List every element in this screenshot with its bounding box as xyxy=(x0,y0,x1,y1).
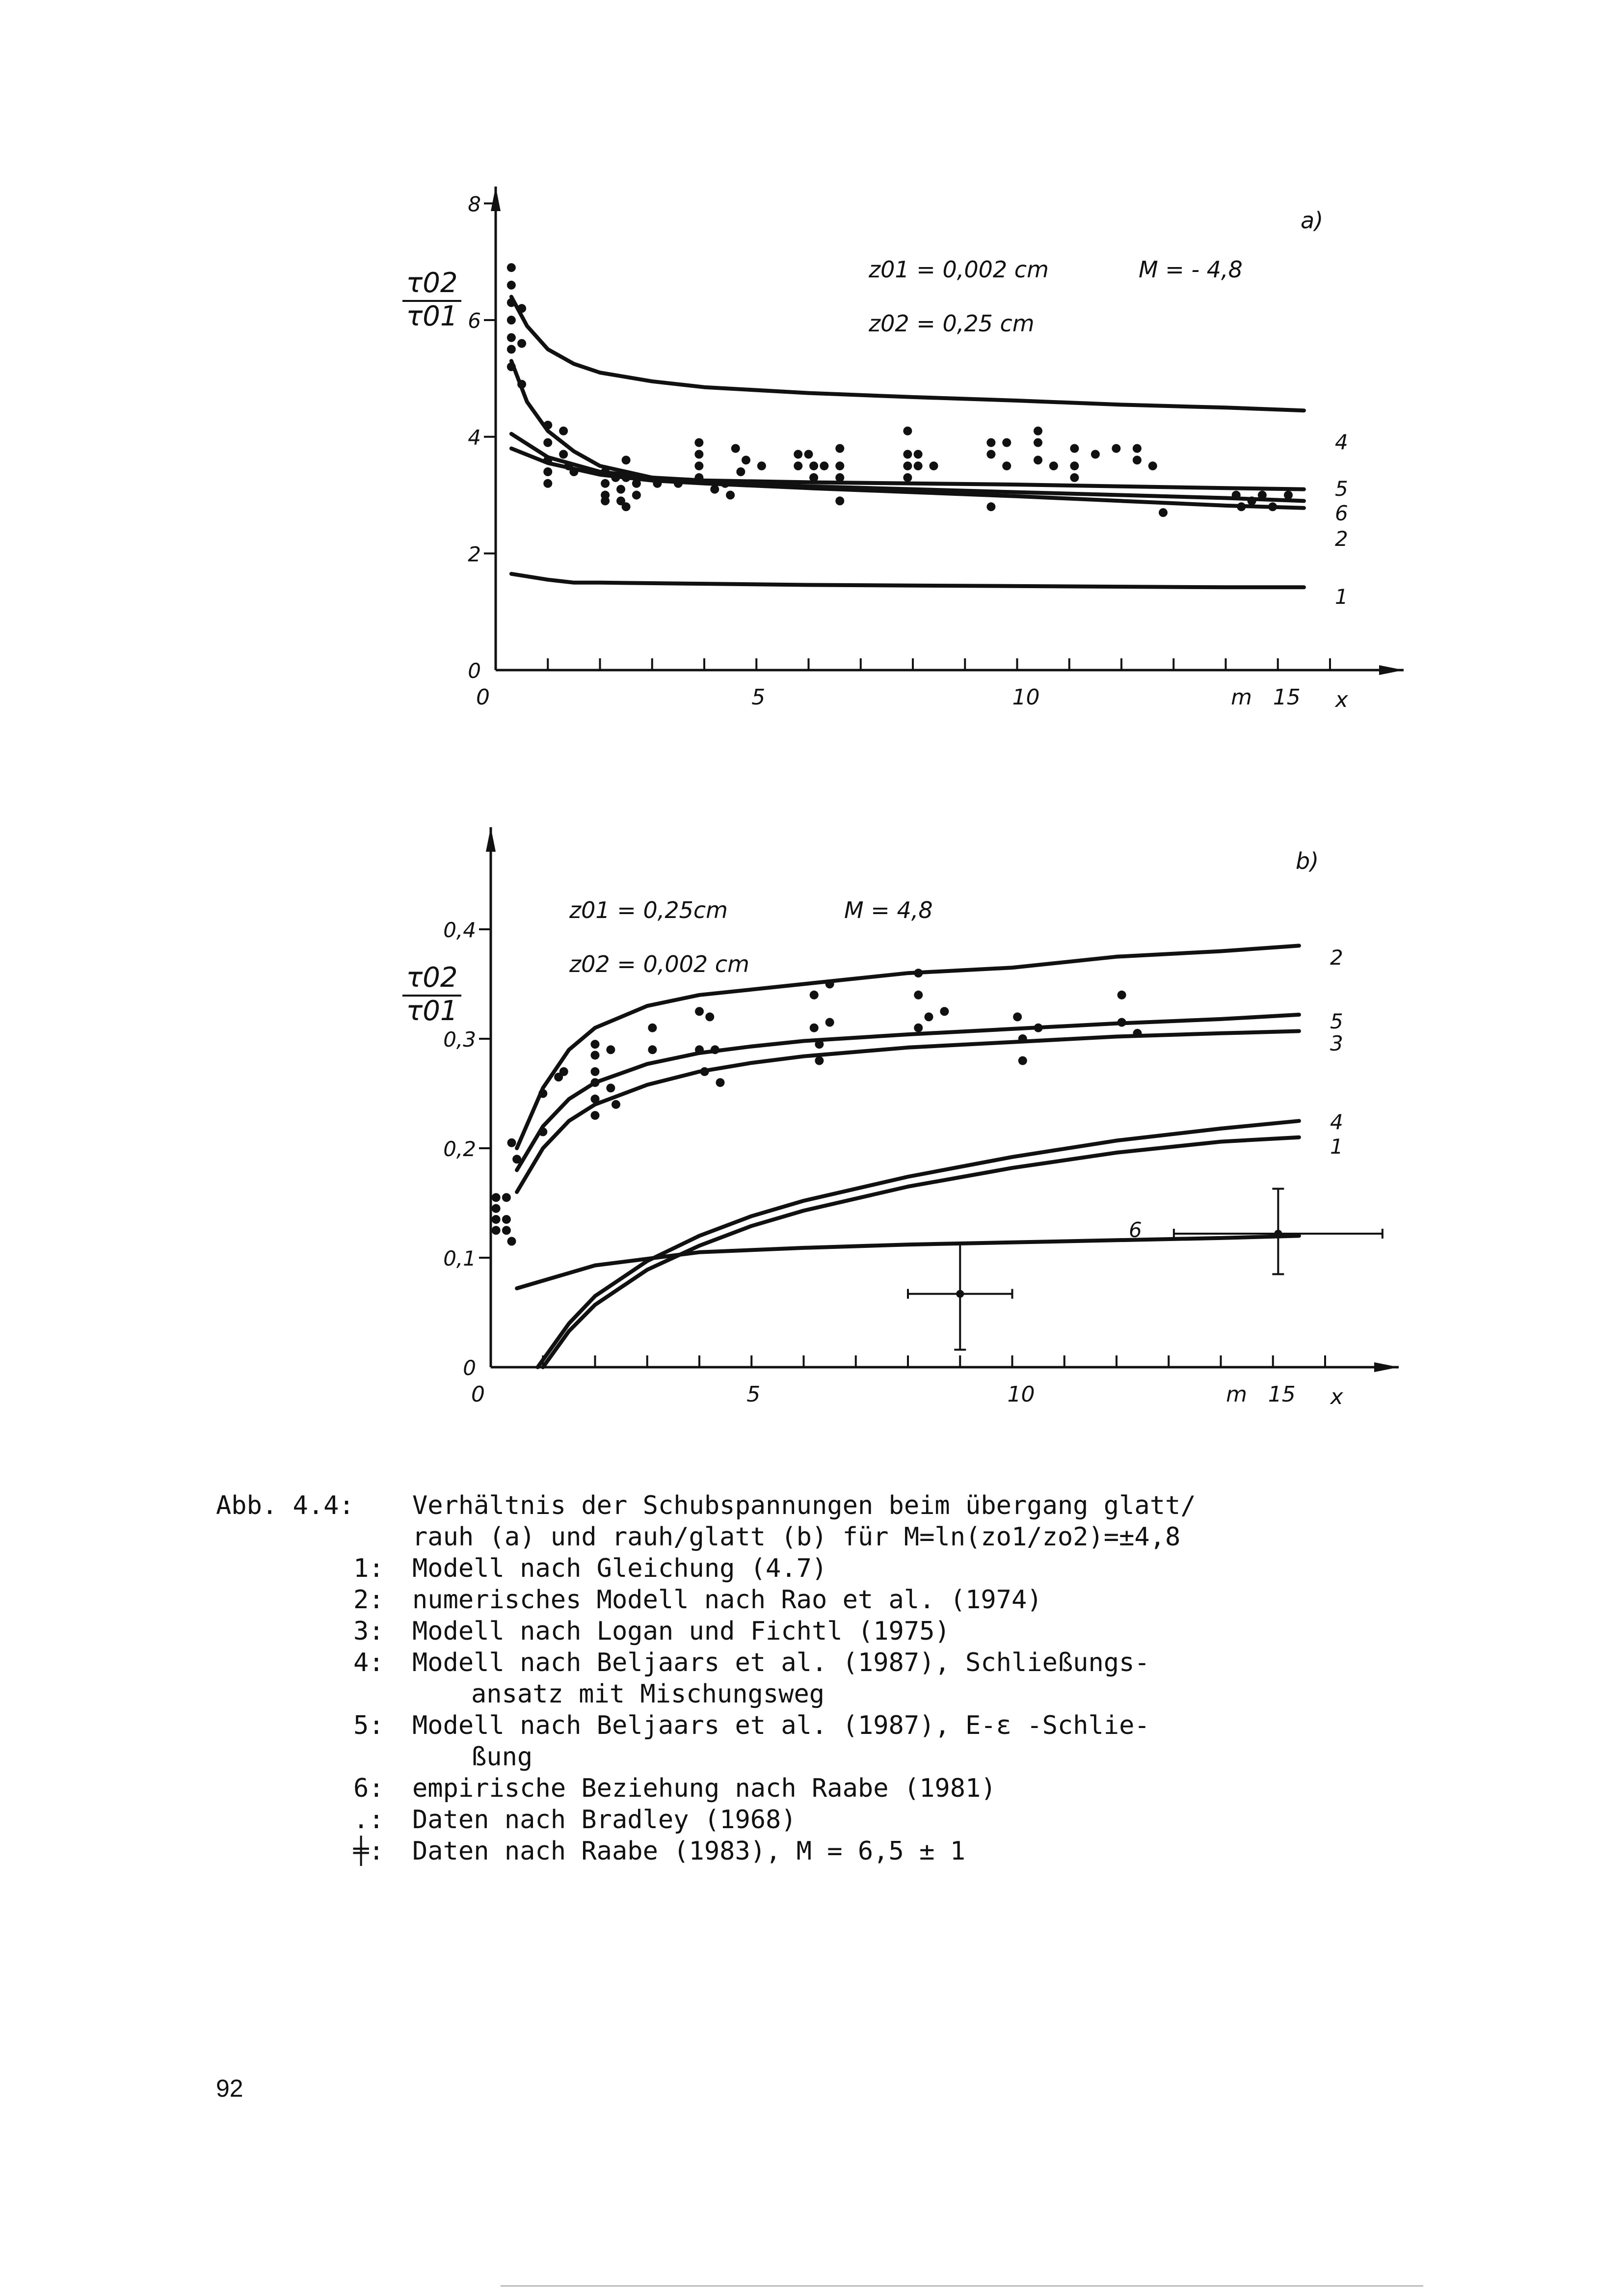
caption-item-key: 3: xyxy=(353,1617,384,1646)
data-point xyxy=(810,1024,819,1032)
caption-line: Verhältnis der Schubspannungen beim übergang glatt/ xyxy=(412,1491,1196,1520)
parameter-z02: z02 = 0,002 cm xyxy=(569,951,749,977)
caption-item-text: Modell nach Beljaars et al. (1987), E-ε -Schlie- xyxy=(412,1711,1150,1740)
caption-item xyxy=(216,1647,1443,1678)
caption-item-text: empirische Beziehung nach Raabe (1981) xyxy=(412,1774,996,1803)
figure-caption xyxy=(216,1490,1443,1867)
error-bar-center xyxy=(1274,1230,1282,1238)
data-point xyxy=(825,1018,834,1027)
data-point xyxy=(507,1138,516,1147)
panel-label: b) xyxy=(1296,848,1319,874)
series-line-3 xyxy=(517,1031,1299,1192)
x-tick-label: 0 xyxy=(471,1382,485,1407)
page-number: 92 xyxy=(216,2075,243,2102)
data-point xyxy=(700,1067,709,1076)
x-tick-label: 15 xyxy=(1268,1382,1296,1407)
y-axis-label-denominator: τ01 xyxy=(406,300,458,332)
caption-item-text: numerisches Modell nach Rao et al. (1974) xyxy=(412,1585,1042,1615)
data-point xyxy=(538,1089,547,1098)
data-point xyxy=(606,1083,615,1092)
series-label-2: 2 xyxy=(1335,527,1348,551)
x-axis-unit: m xyxy=(1226,1382,1247,1407)
series-line-1 xyxy=(543,1137,1299,1367)
x-axis-unit: m xyxy=(1231,685,1252,710)
data-point xyxy=(1117,991,1126,999)
caption-item xyxy=(216,1584,1443,1616)
parameter-z01: z01 = 0,002 cm xyxy=(869,256,1049,283)
series-label-2: 2 xyxy=(1330,945,1343,970)
caption-item-key: 1: xyxy=(353,1554,384,1583)
caption-item xyxy=(216,1616,1443,1647)
data-point xyxy=(591,1111,600,1120)
data-point xyxy=(925,1012,933,1021)
y-tick-label: 0,1 xyxy=(443,1246,476,1270)
data-point xyxy=(492,1215,501,1224)
caption-item-key: 4: xyxy=(353,1648,384,1677)
y-tick-label: 0 xyxy=(468,659,481,683)
series-label-3: 3 xyxy=(1330,1031,1343,1055)
series-label-6: 6 xyxy=(1129,1218,1142,1242)
data-point xyxy=(695,1007,704,1016)
caption-item-text: Modell nach Gleichung (4.7) xyxy=(412,1554,827,1583)
series-label-5: 5 xyxy=(1330,1009,1343,1033)
caption-legend-list xyxy=(216,1553,1443,1867)
data-point xyxy=(591,1078,600,1087)
data-point xyxy=(940,1007,949,1016)
x-tick-label: 15 xyxy=(1273,685,1301,710)
data-point xyxy=(810,991,819,999)
x-axis-label: x xyxy=(1335,687,1348,712)
series-label-6: 6 xyxy=(1335,501,1348,525)
data-point xyxy=(492,1204,501,1213)
parameter-m: M = - 4,8 xyxy=(1139,256,1243,283)
caption-item xyxy=(216,1836,1443,1867)
data-point xyxy=(705,1012,714,1021)
data-point xyxy=(612,1100,620,1109)
caption-item-text: Modell nach Beljaars et al. (1987), Schließungs- xyxy=(412,1648,1150,1677)
data-point xyxy=(695,1045,704,1054)
data-point xyxy=(815,1056,824,1065)
caption-item xyxy=(216,1710,1443,1741)
data-point xyxy=(711,1045,719,1054)
data-point xyxy=(1018,1034,1027,1043)
caption-line: rauh (a) und rauh/glatt (b) für M=ln(zo1/zo2)=±4,8 xyxy=(412,1522,1181,1552)
data-point xyxy=(492,1226,501,1235)
series-label-4: 4 xyxy=(1335,430,1348,454)
data-point xyxy=(914,991,923,999)
caption-item-text: Daten nach Raabe (1983), M = 6,5 ± 1 xyxy=(412,1837,966,1866)
data-point xyxy=(502,1193,511,1202)
y-tick-label: 0,2 xyxy=(443,1137,476,1161)
y-axis-label-numerator: τ02 xyxy=(406,267,458,299)
data-point xyxy=(1117,1018,1126,1027)
data-point xyxy=(512,1155,521,1163)
x-tick-label: 10 xyxy=(1012,685,1040,710)
data-point xyxy=(591,1067,600,1076)
caption-item xyxy=(216,1553,1443,1584)
data-point xyxy=(1018,1056,1027,1065)
caption-item-continuation: ßung xyxy=(471,1742,533,1772)
caption-item-text: Modell nach Logan und Fichtl (1975) xyxy=(412,1617,950,1646)
caption-item xyxy=(216,1804,1443,1836)
caption-item-continuation: ansatz mit Mischungsweg xyxy=(471,1679,825,1709)
caption-item xyxy=(216,1773,1443,1804)
data-point xyxy=(559,1067,568,1076)
parameter-m: M = 4,8 xyxy=(844,897,933,923)
y-axis-arrow xyxy=(486,827,496,852)
caption-item-text: Daten nach Bradley (1968) xyxy=(412,1805,797,1835)
data-point xyxy=(815,1040,824,1049)
caption-item-key: 6: xyxy=(353,1774,384,1803)
parameter-z02: z02 = 0,25 cm xyxy=(869,310,1035,337)
data-point xyxy=(591,1051,600,1059)
data-point xyxy=(591,1095,600,1104)
bottom-divider xyxy=(501,2285,1423,2287)
x-tick-label: 5 xyxy=(751,685,766,710)
y-tick-label: 6 xyxy=(468,309,481,333)
data-point xyxy=(538,1128,547,1136)
x-axis-label: x xyxy=(1330,1384,1343,1409)
y-axis-label-numerator: τ02 xyxy=(406,962,458,994)
caption-item-key: 5: xyxy=(353,1711,384,1740)
data-point xyxy=(825,980,834,989)
data-point xyxy=(716,1078,725,1087)
data-point xyxy=(502,1215,511,1224)
y-tick-label: 2 xyxy=(468,542,481,567)
data-point xyxy=(648,1045,657,1054)
data-point xyxy=(502,1226,511,1235)
caption-item-key: .: xyxy=(353,1805,384,1835)
y-tick-label: 8 xyxy=(468,192,481,216)
y-tick-label: 4 xyxy=(468,425,481,450)
data-point xyxy=(914,969,923,977)
x-axis-arrow xyxy=(1374,1362,1399,1372)
data-point xyxy=(914,1024,923,1032)
caption-item-key: ╪: xyxy=(353,1837,384,1866)
series-label-4: 4 xyxy=(1330,1110,1343,1134)
y-tick-label: 0,4 xyxy=(443,918,476,942)
data-point xyxy=(606,1045,615,1054)
y-axis-label-denominator: τ01 xyxy=(406,995,458,1027)
parameter-z01: z01 = 0,25cm xyxy=(569,897,728,923)
y-tick-label: 0 xyxy=(463,1356,476,1380)
data-point xyxy=(591,1040,600,1049)
x-tick-label: 0 xyxy=(476,685,490,710)
caption-item-key: 2: xyxy=(353,1585,384,1615)
data-point xyxy=(1133,1029,1142,1038)
x-tick-label: 10 xyxy=(1007,1382,1035,1407)
series-label-1: 1 xyxy=(1335,585,1348,609)
y-tick-label: 0,3 xyxy=(443,1027,476,1052)
series-label-5: 5 xyxy=(1335,477,1348,501)
panel-label: a) xyxy=(1301,207,1324,234)
series-label-1: 1 xyxy=(1330,1134,1343,1159)
caption-label: Abb. 4.4: xyxy=(216,1491,354,1520)
data-point xyxy=(1013,1012,1022,1021)
data-point xyxy=(1034,1024,1043,1032)
data-point xyxy=(648,1024,657,1032)
error-bar-center xyxy=(956,1290,964,1298)
data-point xyxy=(492,1193,501,1202)
x-tick-label: 5 xyxy=(746,1382,761,1407)
data-point xyxy=(507,1237,516,1246)
